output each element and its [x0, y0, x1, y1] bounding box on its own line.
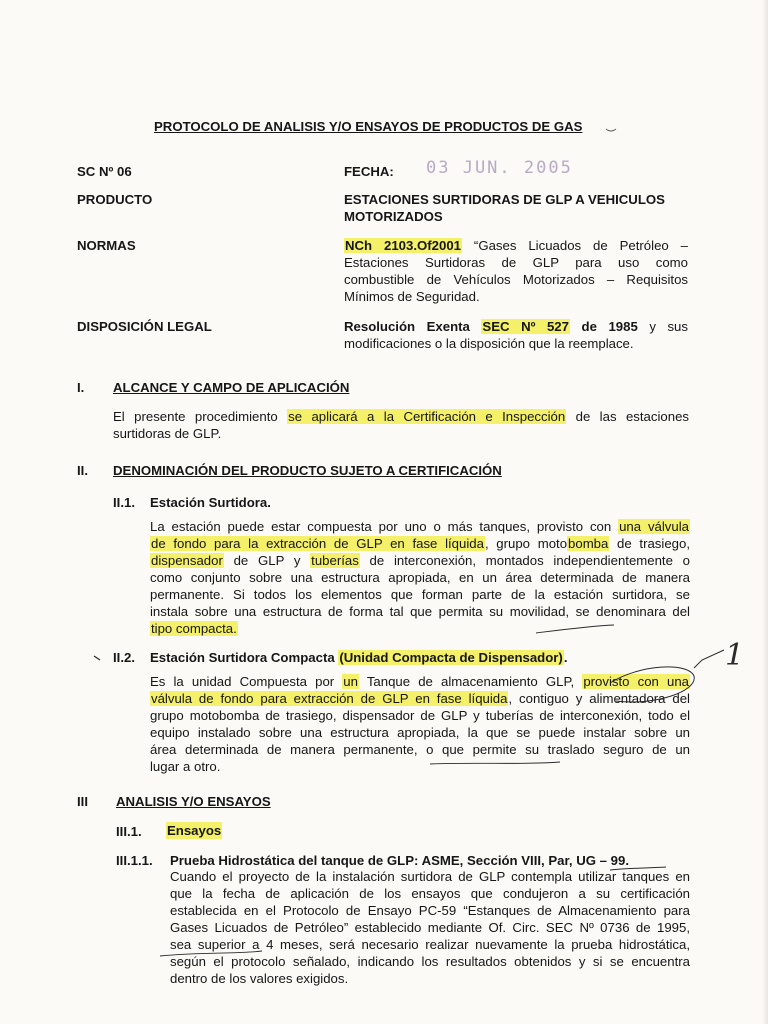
disposicion-label: DISPOSICIÓN LEGAL [77, 319, 212, 334]
paragraph-line: tipo compacta. [151, 621, 237, 636]
disposicion-line: Resolución Exenta SEC Nº 527 de 1985 y sus [344, 319, 688, 334]
normas-code: NCh 2103.Of2001 [345, 238, 462, 253]
subsection-3-1-1-title: Prueba Hidrostática del tanque de GLP: ASME, Sección VIII, Par, UG – 99. [170, 853, 630, 868]
subsection-3-1-title: Ensayos [167, 823, 222, 838]
document-title: PROTOCOLO DE ANALISIS Y/O ENSAYOS DE PRODUCTOS DE GAS [154, 119, 583, 134]
subsection-2-2-number: II.2. [113, 650, 135, 665]
subsection-2-1-title: Estación Surtidora. [150, 495, 271, 510]
section-3-number: III [77, 794, 88, 809]
paragraph-line: Cuando el proyecto de la instalación surtidora de GLP contempla utilizar tanques en [170, 869, 690, 884]
section-1-title: ALCANCE Y CAMPO DE APLICACIÓN [113, 380, 350, 395]
date-stamp: 03 JUN. 2005 [426, 158, 573, 178]
paragraph-line: La estación puede estar compuesta por uno o más tanques, provisto con una válvula [150, 519, 690, 534]
sec-resolution: SEC Nº 527 [482, 319, 569, 334]
paragraph-line: sea superior a 4 meses, será necesario realizar nuevamente la prueba hidrostática, [170, 937, 690, 952]
paragraph-line: El presente procedimiento se aplicará a la Certificación e Inspección de las estaciones [113, 409, 689, 424]
sc-number: SC Nº 06 [77, 164, 132, 179]
section-1-number: I. [77, 380, 85, 395]
scan-edge-shadow [762, 0, 768, 1024]
normas-line: Estaciones Surtidoras de GLP para uso como [344, 255, 688, 270]
paragraph-line: como conjunto sobre una estructura apropiada, en un área determinada de manera [150, 570, 690, 585]
subsection-2-1-number: II.1. [113, 495, 135, 510]
paragraph-line: dispensador de GLP y tuberías de interconexión, montados independientemente o [151, 553, 690, 568]
paragraph-line: instala sobre una estructura de forma tal que permita su movilidad, se denominara del [150, 604, 690, 619]
paragraph-line: equipo instalado sobre una estructura apropiada, la que se puede instalar sobre un [150, 725, 690, 740]
paragraph-line: dentro de los valores exigidos. [170, 971, 349, 986]
pen-underline [610, 867, 666, 870]
paragraph-line: lugar a otro. [150, 759, 221, 774]
pen-mark [606, 129, 616, 131]
pen-underline [430, 762, 560, 764]
pen-stroke [694, 650, 724, 668]
paragraph-line: surtidoras de GLP. [113, 426, 222, 441]
section-2-number: II. [77, 463, 88, 478]
subsection-3-1-number: III.1. [116, 824, 142, 839]
producto-line: ESTACIONES SURTIDORAS DE GLP A VEHICULOS [344, 192, 665, 207]
pen-tick [94, 656, 100, 660]
producto-line: MOTORIZADOS [344, 209, 443, 224]
section-3-title: ANALISIS Y/O ENSAYOS [116, 794, 271, 809]
paragraph-line: según el protocolo señalado, indicando los resultados obtenidos y si se encuentra [170, 954, 690, 969]
fecha-label: FECHA: [344, 164, 394, 179]
subsection-3-1-1-number: III.1.1. [116, 853, 153, 868]
normas-label: NORMAS [77, 238, 136, 253]
paragraph-line: grupo motobomba de trasiego, dispensador de GLP y tuberías de interconexión, todo el [150, 708, 690, 723]
paragraph-line: válvula de fondo para extracción de GLP en fase líquida, contiguo y alimentadora del [151, 691, 690, 706]
paragraph-line: área determinada de manera permanente, o que permite su traslado seguro de un [150, 742, 690, 757]
normas-line: Mínimos de Seguridad. [344, 289, 480, 304]
subsection-2-2-title: Estación Surtidora Compacta (Unidad Compacta de Dispensador). [150, 650, 568, 665]
margin-number-annotation: 1 [725, 638, 745, 673]
producto-label: PRODUCTO [77, 192, 153, 207]
paragraph-line: Gases Licuados de Petróleo” establecido mediante Of. Circ. SEC Nº 0736 de 1995, [170, 920, 690, 935]
pen-circle [610, 667, 694, 702]
section-2-title: DENOMINACIÓN DEL PRODUCTO SUJETO A CERTIFICACIÓN [113, 463, 502, 478]
paragraph-line: que la fecha de aplicación de los ensayos que condujeron a su certificación [170, 886, 690, 901]
pen-underline [536, 625, 614, 633]
paragraph-line: de fondo para la extracción de GLP en fase líquida, grupo motobomba de trasiego, [151, 536, 690, 551]
paragraph-line: permanente. Si todos los elementos que forman parte de la estación surtidora, se [150, 587, 690, 602]
paragraph-line: establecida en el Protocolo de Ensayo PC-59 “Estanques de Almacenamiento para [170, 903, 690, 918]
pen-underline [160, 951, 262, 956]
disposicion-line: modificaciones o la disposición que la reemplace. [344, 336, 634, 351]
paragraph-line: Es la unidad Compuesta por un Tanque de almacenamiento GLP, provisto con una [150, 674, 689, 689]
normas-line: combustible de Vehículos Motorizados – Requisitos [344, 272, 688, 287]
highlighted-text: se aplicará a la Certificación e Inspección [288, 409, 566, 424]
normas-line: NCh 2103.Of2001 “Gases Licuados de Petróleo – [345, 238, 688, 253]
